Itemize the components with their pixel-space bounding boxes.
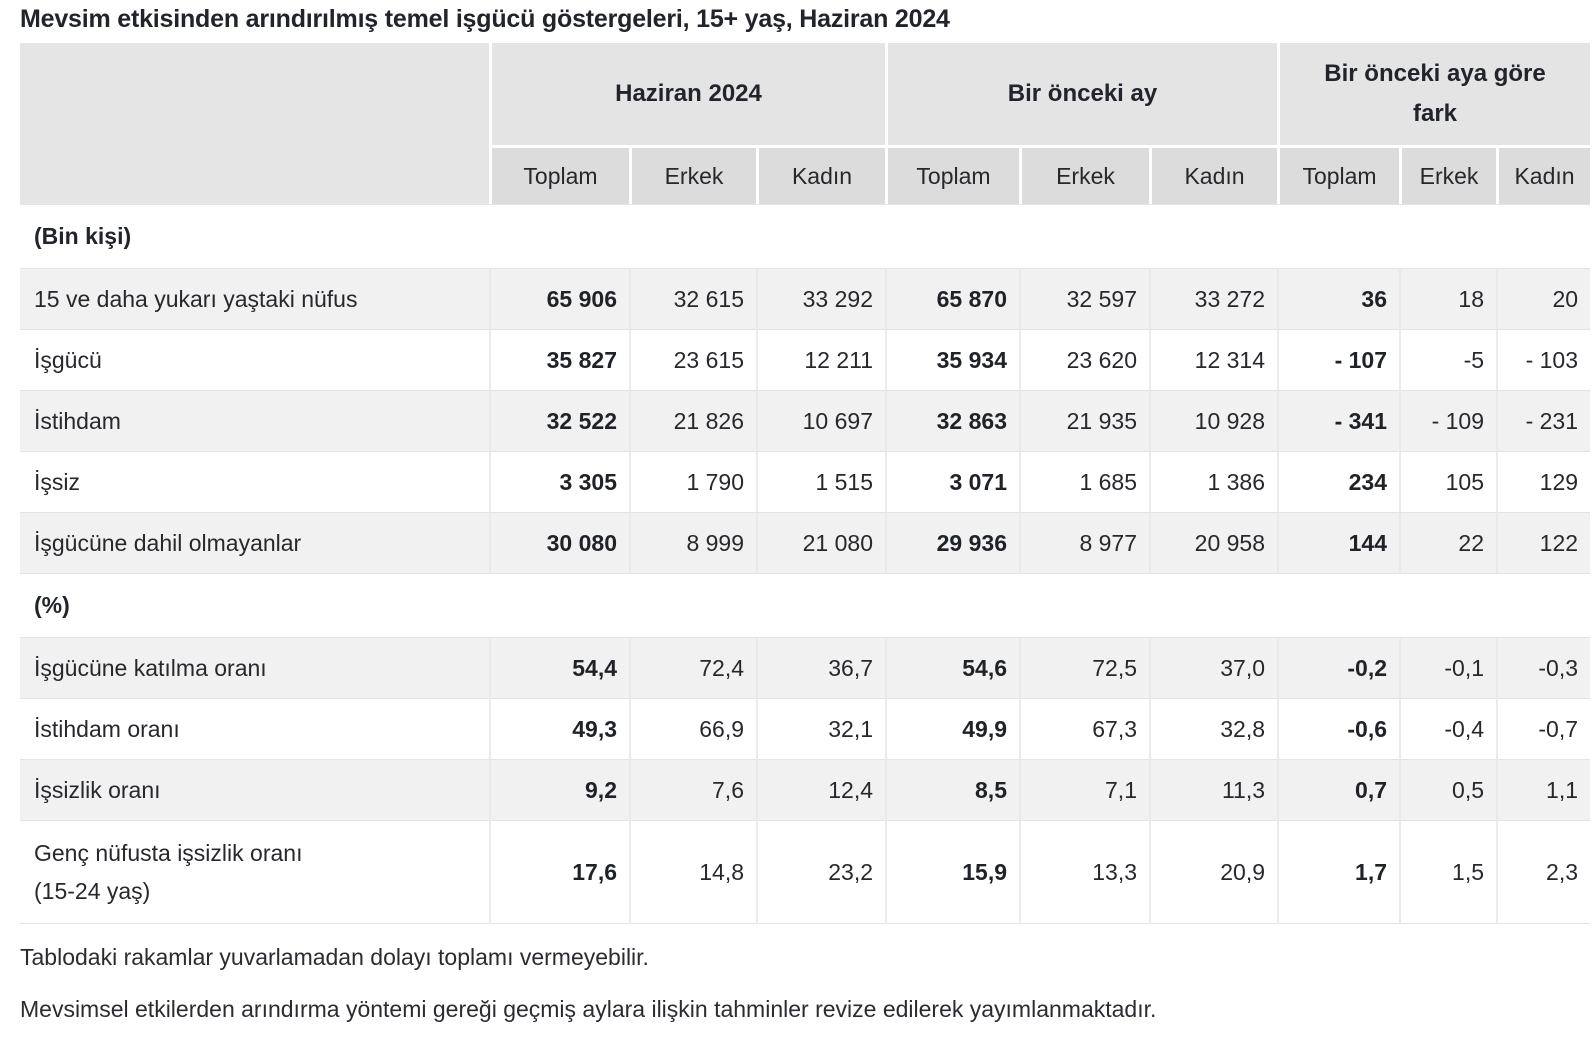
sub-col-erkek-2: Erkek	[1019, 145, 1149, 204]
value-cell: 7,6	[629, 759, 756, 820]
value-cell: 32 615	[629, 268, 756, 329]
row-label: İstihdam oranı	[20, 698, 489, 759]
value-cell: 8,5	[885, 759, 1019, 820]
row-label: İşsizlik oranı	[20, 759, 489, 820]
value-cell: 1,5	[1399, 820, 1496, 924]
value-cell: 32 597	[1019, 268, 1149, 329]
section-heading: (Bin kişi)	[20, 204, 1590, 268]
value-cell: 7,1	[1019, 759, 1149, 820]
value-cell: -5	[1399, 329, 1496, 390]
table-row	[20, 512, 1590, 573]
sub-col-toplam-1: Toplam	[489, 145, 629, 204]
value-cell: 234	[1277, 451, 1399, 512]
value-cell: 8 977	[1019, 512, 1149, 573]
table-row	[20, 637, 1590, 698]
table-row	[20, 759, 1590, 820]
value-cell: 21 826	[629, 390, 756, 451]
value-cell: 23 620	[1019, 329, 1149, 390]
value-cell: 20	[1496, 268, 1590, 329]
row-label: 15 ve daha yukarı yaştaki nüfus	[20, 268, 489, 329]
value-cell: 32 863	[885, 390, 1019, 451]
value-cell: 20 958	[1149, 512, 1277, 573]
value-cell: 144	[1277, 512, 1399, 573]
value-cell: 21 080	[756, 512, 885, 573]
value-cell: 1 685	[1019, 451, 1149, 512]
value-cell: 15,9	[885, 820, 1019, 924]
value-cell: 1 386	[1149, 451, 1277, 512]
sub-col-kadin-1: Kadın	[756, 145, 885, 204]
value-cell: 22	[1399, 512, 1496, 573]
value-cell: 32,1	[756, 698, 885, 759]
value-cell: 23 615	[629, 329, 756, 390]
table-row	[20, 390, 1590, 451]
column-group-bir-onceki-ay: Bir önceki ay	[885, 43, 1277, 145]
value-cell: 72,5	[1019, 637, 1149, 698]
sub-col-erkek-3: Erkek	[1399, 145, 1496, 204]
row-label: Genç nüfusta işsizlik oranı (15-24 yaş)	[20, 820, 489, 924]
value-cell: 54,4	[489, 637, 629, 698]
table-row	[20, 268, 1590, 329]
section-row	[20, 204, 1590, 268]
value-cell: 65 906	[489, 268, 629, 329]
value-cell: 35 827	[489, 329, 629, 390]
table-row	[20, 820, 1590, 924]
row-label: İşsiz	[20, 451, 489, 512]
value-cell: 30 080	[489, 512, 629, 573]
row-label: İstihdam	[20, 390, 489, 451]
value-cell: 29 936	[885, 512, 1019, 573]
value-cell: -0,1	[1399, 637, 1496, 698]
value-cell: - 341	[1277, 390, 1399, 451]
value-cell: 12 211	[756, 329, 885, 390]
indicators-table	[20, 43, 1590, 924]
value-cell: 105	[1399, 451, 1496, 512]
section-row	[20, 573, 1590, 637]
value-cell: 9,2	[489, 759, 629, 820]
footnote-revision: Mevsimsel etkilerden arındırma yöntemi gereği geçmiş aylara ilişkin tahminler revize edilerek yayımlanmaktadır.	[20, 996, 1157, 1022]
value-cell: 49,3	[489, 698, 629, 759]
value-cell: - 103	[1496, 329, 1590, 390]
sub-col-kadin-3: Kadın	[1496, 145, 1590, 204]
column-group-row	[20, 43, 1590, 145]
value-cell: 49,9	[885, 698, 1019, 759]
value-cell: 10 697	[756, 390, 885, 451]
value-cell: 1 515	[756, 451, 885, 512]
table-body	[20, 204, 1590, 924]
value-cell: - 231	[1496, 390, 1590, 451]
value-cell: 0,7	[1277, 759, 1399, 820]
sub-col-toplam-3: Toplam	[1277, 145, 1399, 204]
row-label: İşgücü	[20, 329, 489, 390]
column-group-haziran-2024: Haziran 2024	[489, 43, 885, 145]
value-cell: -0,7	[1496, 698, 1590, 759]
value-cell: 67,3	[1019, 698, 1149, 759]
sub-col-toplam-2: Toplam	[885, 145, 1019, 204]
value-cell: 1,1	[1496, 759, 1590, 820]
page-title: Mevsim etkisinden arındırılmış temel işgücü göstergeleri, 15+ yaş, Haziran 2024	[20, 5, 950, 33]
sub-col-kadin-2: Kadın	[1149, 145, 1277, 204]
value-cell: 32 522	[489, 390, 629, 451]
value-cell: 72,4	[629, 637, 756, 698]
value-cell: 13,3	[1019, 820, 1149, 924]
value-cell: 12 314	[1149, 329, 1277, 390]
value-cell: 20,9	[1149, 820, 1277, 924]
table-row	[20, 698, 1590, 759]
value-cell: 3 305	[489, 451, 629, 512]
value-cell: 3 071	[885, 451, 1019, 512]
value-cell: 2,3	[1496, 820, 1590, 924]
value-cell: 1 790	[629, 451, 756, 512]
value-cell: -0,2	[1277, 637, 1399, 698]
column-group-fark: Bir önceki aya göre fark	[1277, 43, 1590, 145]
value-cell: 18	[1399, 268, 1496, 329]
value-cell: 36,7	[756, 637, 885, 698]
footnote-rounding: Tablodaki rakamlar yuvarlamadan dolayı toplamı vermeyebilir.	[20, 944, 649, 970]
value-cell: 8 999	[629, 512, 756, 573]
value-cell: 1,7	[1277, 820, 1399, 924]
value-cell: - 107	[1277, 329, 1399, 390]
value-cell: 21 935	[1019, 390, 1149, 451]
table-row	[20, 329, 1590, 390]
value-cell: 10 928	[1149, 390, 1277, 451]
value-cell: -0,3	[1496, 637, 1590, 698]
value-cell: 17,6	[489, 820, 629, 924]
value-cell: 32,8	[1149, 698, 1277, 759]
corner-cell	[20, 43, 489, 204]
value-cell: 129	[1496, 451, 1590, 512]
value-cell: - 109	[1399, 390, 1496, 451]
section-heading: (%)	[20, 573, 1590, 637]
row-label: İşgücüne katılma oranı	[20, 637, 489, 698]
value-cell: 14,8	[629, 820, 756, 924]
value-cell: 37,0	[1149, 637, 1277, 698]
sub-col-erkek-1: Erkek	[629, 145, 756, 204]
value-cell: 33 272	[1149, 268, 1277, 329]
value-cell: 65 870	[885, 268, 1019, 329]
value-cell: 12,4	[756, 759, 885, 820]
value-cell: 66,9	[629, 698, 756, 759]
value-cell: 122	[1496, 512, 1590, 573]
value-cell: 0,5	[1399, 759, 1496, 820]
table-row	[20, 451, 1590, 512]
value-cell: 36	[1277, 268, 1399, 329]
value-cell: 23,2	[756, 820, 885, 924]
row-label: İşgücüne dahil olmayanlar	[20, 512, 489, 573]
value-cell: 54,6	[885, 637, 1019, 698]
value-cell: -0,6	[1277, 698, 1399, 759]
value-cell: 11,3	[1149, 759, 1277, 820]
value-cell: -0,4	[1399, 698, 1496, 759]
value-cell: 33 292	[756, 268, 885, 329]
table-header	[20, 43, 1590, 204]
value-cell: 35 934	[885, 329, 1019, 390]
